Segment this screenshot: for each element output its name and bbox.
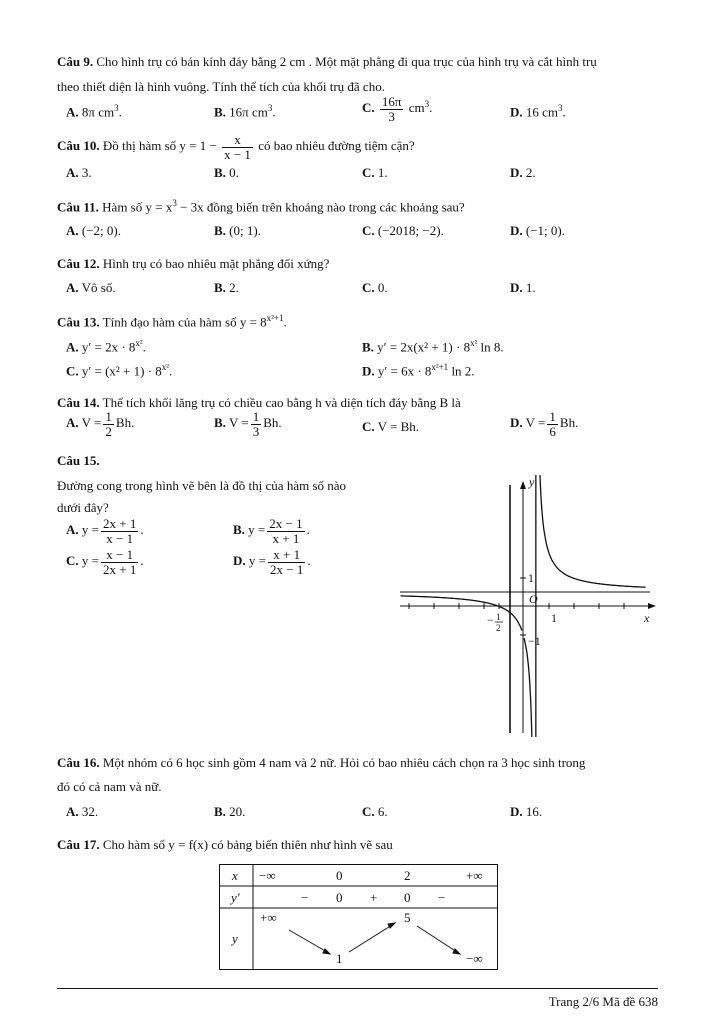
dy-sign-2: + — [370, 890, 378, 905]
dy-sign-1: − — [301, 890, 309, 905]
q17-line: Câu 17. Cho hàm số y = f(x) có bảng biến thiên như hình vẽ sau — [57, 837, 393, 852]
q15-graph — [398, 475, 663, 737]
q12-option-b: B. 2. — [214, 280, 239, 295]
q13-label: Câu 13. — [57, 314, 100, 330]
q11-option-a: A. (−2; 0). — [66, 223, 121, 238]
x-val-pos-inf: +∞ — [466, 868, 483, 883]
q10-option-b: B. 0. — [214, 165, 239, 180]
q9-line1 — [57, 54, 597, 70]
footer-page-info: Trang 2/6 Mã đề 638 — [548, 994, 658, 1009]
q13-option-a: A. $y' = 2x \cdot 8^{x^2}$. — [66, 338, 146, 355]
label-x-axis: x — [644, 611, 650, 625]
q9-option-a: A. 8π $cm^3$. — [66, 103, 122, 120]
q11-option-d: D. (−1; 0). — [510, 223, 565, 238]
label-y-axis: y — [529, 475, 535, 489]
x-val-2: 2 — [404, 868, 411, 883]
label-half-sign: − — [487, 613, 494, 627]
row-label-x: x — [232, 868, 238, 883]
y-val-pos-inf: +∞ — [260, 910, 277, 925]
q10-option-d: D. 2. — [510, 165, 536, 180]
q12-line: Câu 12. Hình trụ có bao nhiêu mặt phẳng đối xứng? — [57, 256, 330, 271]
q9-option-c: C. $\frac{16\pi}{3}$ $cm^3$. — [362, 94, 433, 124]
footer-rule — [57, 988, 658, 989]
q15-option-a: A. y = $\frac{2x + 1}{x - 1}$ . — [66, 516, 144, 546]
q10-line: Câu 10. Đồ thị hàm số y = 1 − $\frac{x}{x - 1}$ có bao nhiêu đường tiệm cận? — [57, 132, 415, 162]
y-val-5: 5 — [404, 910, 411, 925]
arrow-up — [349, 925, 392, 952]
q14-option-a: A. V = $\frac{1}{2}$ Bh. — [66, 409, 135, 439]
label-minus-one: −1 — [528, 634, 541, 648]
label-one-x: 1 — [551, 611, 557, 625]
q10-option-a: A. 3. — [66, 165, 92, 180]
q10-label: Câu 10. — [57, 138, 100, 154]
dy-zero-1: 0 — [336, 890, 343, 905]
q13-option-d: D. $y' = 6x \cdot 8^{x^2+1}$ ln 2. — [362, 362, 475, 379]
q16-label: Câu 16. — [57, 755, 100, 770]
q16-option-a: A. 32. — [66, 804, 99, 819]
label-origin: O — [529, 592, 538, 606]
q14-option-c: C. V = Bh. — [362, 419, 420, 434]
q11-option-c: C. (−2018; −2). — [362, 223, 444, 238]
q14-label: Câu 14. — [57, 395, 100, 410]
x-axis-arrow — [648, 603, 656, 609]
q11-label: Câu 11. — [57, 199, 99, 215]
q15-option-b: B. y = $\frac{2x - 1}{x + 1}$ . — [233, 516, 310, 546]
arrow-down-1 — [289, 930, 327, 952]
y-axis-arrow — [520, 481, 526, 489]
dy-zero-2: 0 — [404, 890, 411, 905]
curve-left-branch — [401, 596, 522, 631]
q15-text2: dưới đây? — [57, 500, 109, 515]
y-val-1: 1 — [336, 951, 343, 966]
label-one-y: 1 — [528, 571, 534, 585]
q13-option-c: C. $y' = (x^2 + 1) \cdot 8^{x^2}$. — [66, 362, 173, 379]
label-half-num: 1 — [496, 612, 501, 622]
q15-label: Câu 15. — [57, 453, 100, 468]
q16-option-d: D. 16. — [510, 804, 543, 819]
q14-option-d: D. V = $\frac{1}{6}$ Bh. — [510, 409, 579, 439]
q14-option-b: B. V = $\frac{1}{3}$ Bh. — [214, 409, 282, 439]
q9-option-b: B. 16π $cm^3$. — [214, 103, 276, 120]
q11-option-b: B. (0; 1). — [214, 223, 261, 238]
q16-option-c: C. 6. — [362, 804, 388, 819]
q13-option-b: B. $y' = 2x(x^2 + 1) \cdot 8^{x^2}$ ln 8. — [362, 338, 504, 355]
y-val-neg-inf: −∞ — [466, 951, 483, 966]
arrow-down-2 — [417, 926, 457, 952]
variation-table — [219, 864, 499, 971]
x-val-0: 0 — [336, 868, 343, 883]
q12-option-d: D. 1. — [510, 280, 536, 295]
dy-sign-3: − — [438, 890, 446, 905]
row-label-dy: y′ — [231, 890, 240, 905]
q10-option-c: C. 1. — [362, 165, 388, 180]
q12-option-a: A. Vô số. — [66, 280, 116, 295]
q12-option-c: C. 0. — [362, 280, 388, 295]
q13-line: Câu 13. Tính đạo hàm của hàm số $y = 8^{x^2+1}$. — [57, 313, 287, 330]
q9-text2: theo thiết diện là hình vuông. Tính thể tích của khối trụ đã cho. — [57, 79, 385, 94]
q12-label: Câu 12. — [57, 256, 100, 271]
q9-text1: Cho hình trụ có bán kính đáy bằng 2 cm . Một mặt phẳng đi qua trục của hình trụ và cắt hình trụ — [96, 54, 597, 69]
q11-line: Câu 11. Hàm số $y = x^3 - 3x$ đồng biến trên khoảng nào trong các khoảng sau? — [57, 198, 465, 215]
q9-c-fraction: $\frac{16\pi}{3}$ — [381, 94, 402, 124]
q16-line1: Câu 16. Một nhóm có 6 học sinh gồm 4 nam và 2 nữ. Hỏi có bao nhiêu cách chọn ra 3 học sinh trong — [57, 755, 586, 770]
row-label-y: y — [232, 931, 238, 946]
x-val-neg-inf: −∞ — [259, 868, 276, 883]
q15-option-c: C. y = $\frac{x - 1}{2x + 1}$ . — [66, 547, 144, 577]
q16-text2: đó có cả nam và nữ. — [57, 779, 162, 794]
q17-label: Câu 17. — [57, 837, 100, 852]
q9-label: Câu 9. — [57, 54, 94, 69]
q10-fraction: $\frac{x}{x - 1}$ — [224, 132, 251, 162]
label-half-den: 2 — [496, 623, 501, 633]
q16-option-b: B. 20. — [214, 804, 246, 819]
q9-option-d: D. 16 $cm^3$. — [510, 103, 566, 120]
q14-line: Câu 14. Thể tích khối lăng trụ có chiều cao bằng h và diện tích đáy bằng B là — [57, 395, 461, 410]
q15-text1: Đường cong trong hình vẽ bên là đồ thị của hàm số nào — [57, 478, 347, 493]
q15-option-d: D. y = $\frac{x + 1}{2x - 1}$ . — [233, 547, 311, 577]
